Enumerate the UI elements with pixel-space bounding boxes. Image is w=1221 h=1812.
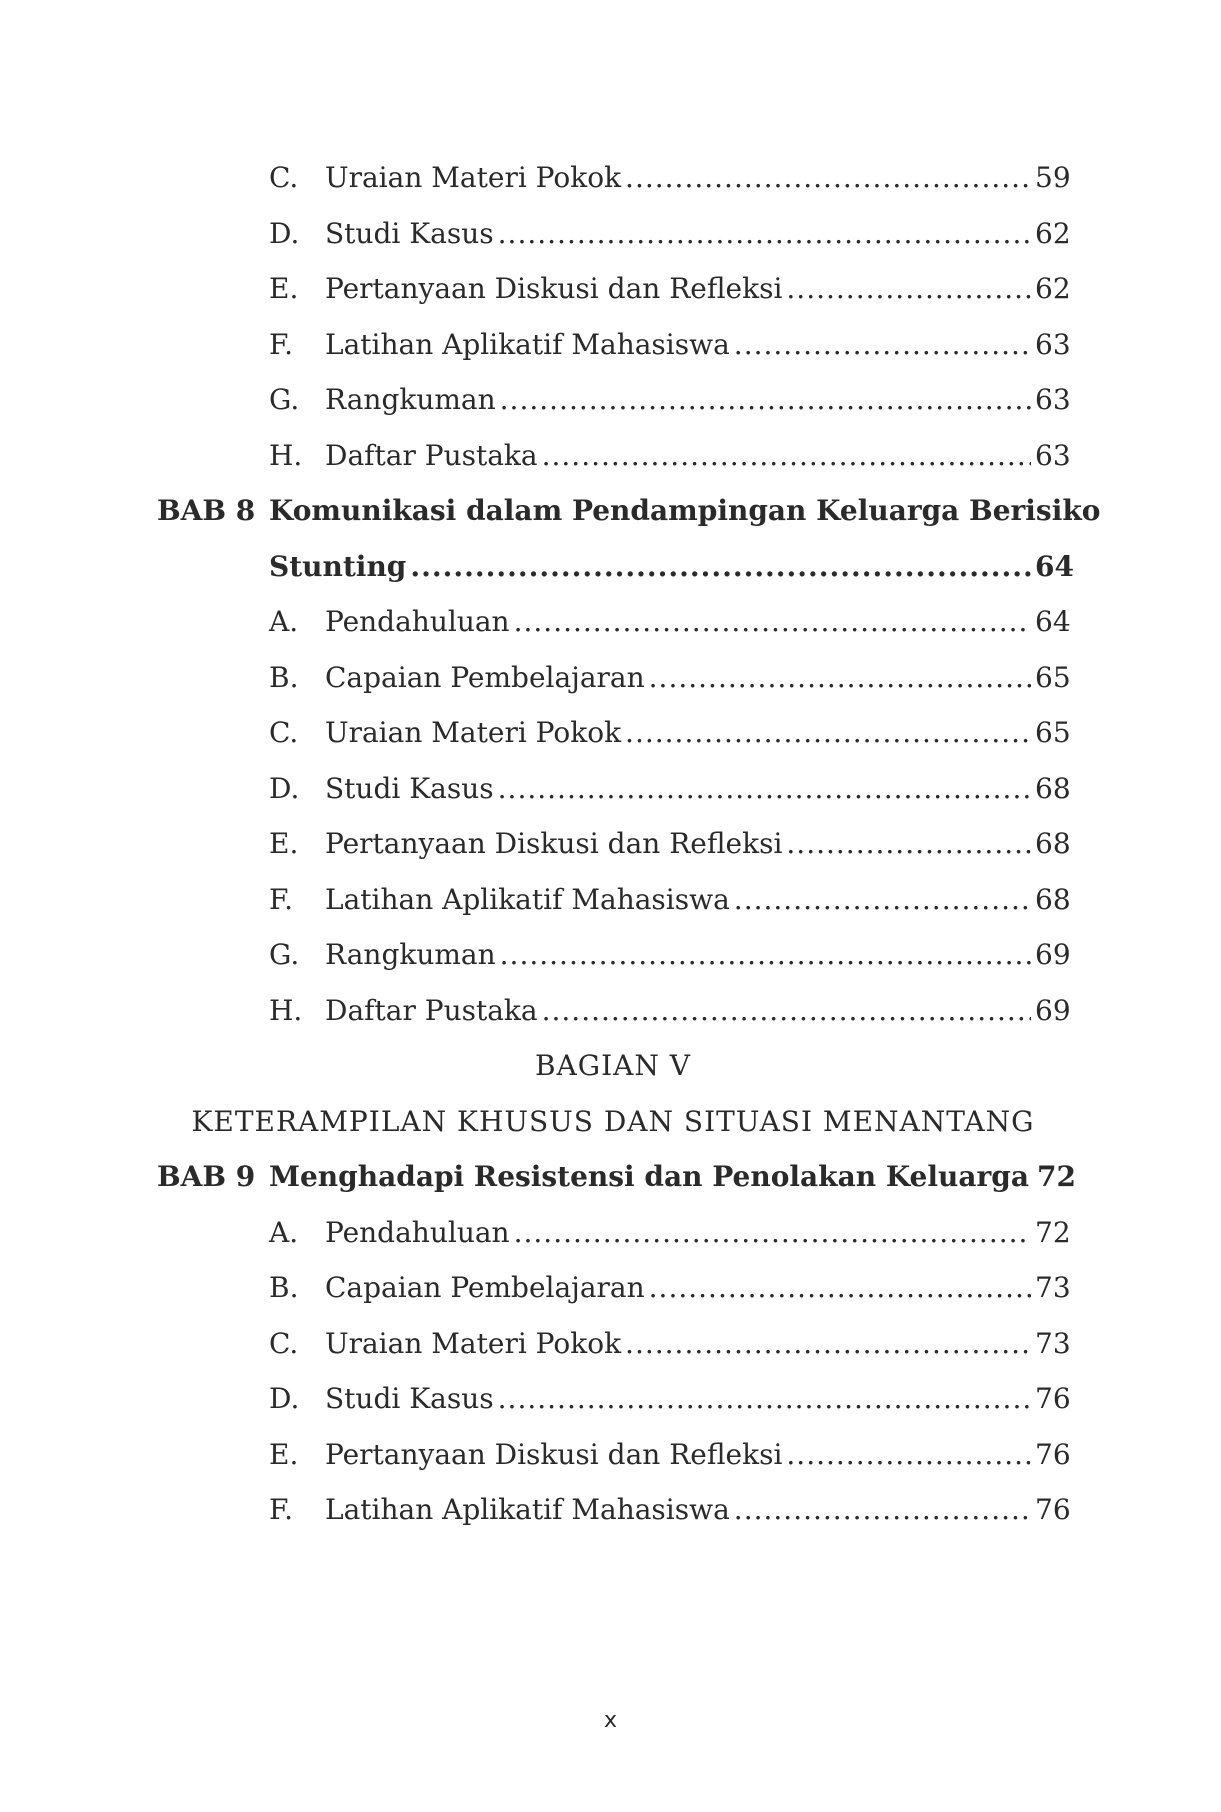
chapter-heading-continued bbox=[157, 539, 1074, 595]
entry-letter: A. bbox=[269, 1215, 299, 1249]
entry-page: 64 bbox=[1035, 605, 1071, 638]
toc-entry bbox=[157, 1316, 1069, 1372]
chapter-label: BAB 9 bbox=[157, 1160, 256, 1193]
entry-title: Latihan Aplikatif Mahasiswa bbox=[325, 882, 730, 916]
entry-letter: C. bbox=[269, 716, 299, 749]
entry-page: 69 bbox=[1035, 993, 1071, 1027]
entry-title: Capaian Pembelajaran bbox=[325, 660, 645, 694]
entry-letter: H. bbox=[269, 993, 303, 1027]
part-heading bbox=[157, 1038, 1069, 1094]
entry-letter: F. bbox=[269, 327, 293, 361]
entry-title: Pertanyaan Diskusi dan Refleksi bbox=[325, 1437, 783, 1471]
chapter-page: 72 bbox=[1036, 1160, 1076, 1193]
entry-page: 76 bbox=[1035, 1382, 1071, 1415]
toc-entry bbox=[157, 927, 1069, 983]
entry-letter: B. bbox=[269, 660, 299, 694]
entry-letter: D. bbox=[269, 771, 300, 805]
part-label: BAGIAN V bbox=[534, 1049, 692, 1082]
entry-title: Uraian Materi Pokok bbox=[325, 1326, 622, 1360]
entry-title: Pendahuluan bbox=[325, 605, 510, 638]
toc-entry bbox=[157, 650, 1069, 706]
entry-letter: C. bbox=[269, 1326, 299, 1360]
entry-page: 73 bbox=[1035, 1271, 1071, 1304]
page-number: x bbox=[603, 1708, 618, 1733]
entry-page: 68 bbox=[1035, 827, 1071, 860]
entry-letter: F. bbox=[269, 1493, 293, 1526]
toc-entry bbox=[157, 428, 1069, 484]
entry-letter: G. bbox=[269, 383, 300, 416]
entry-letter: B. bbox=[269, 1271, 299, 1304]
toc-entry bbox=[157, 816, 1069, 872]
chapter-title: Komunikasi dalam Pendampingan Keluarga Berisiko bbox=[269, 494, 1101, 527]
chapter-title: Menghadapi Resistensi dan Penolakan Keluarga bbox=[269, 1160, 1029, 1193]
entry-letter: D. bbox=[269, 216, 300, 250]
toc-entry bbox=[157, 1260, 1069, 1316]
entry-page: 63 bbox=[1035, 327, 1071, 361]
entry-title: Daftar Pustaka bbox=[325, 438, 538, 472]
entry-letter: A. bbox=[269, 605, 299, 638]
chapter-page: 64 bbox=[1035, 549, 1074, 583]
entry-title: Studi Kasus bbox=[325, 771, 494, 805]
entry-page: 63 bbox=[1035, 383, 1071, 416]
entry-page: 59 bbox=[1035, 161, 1071, 194]
toc-entry bbox=[157, 761, 1069, 817]
table-of-contents bbox=[157, 150, 1101, 1538]
entry-title: Latihan Aplikatif Mahasiswa bbox=[325, 327, 730, 361]
entry-title: Pendahuluan bbox=[325, 1215, 510, 1249]
toc-entry bbox=[157, 206, 1069, 262]
entry-page: 65 bbox=[1035, 716, 1071, 749]
toc-entry bbox=[157, 1371, 1069, 1427]
entry-page: 76 bbox=[1035, 1437, 1071, 1471]
toc-entry bbox=[157, 1482, 1069, 1538]
entry-title: Pertanyaan Diskusi dan Refleksi bbox=[325, 272, 783, 305]
entry-page: 69 bbox=[1035, 938, 1071, 971]
toc-entry bbox=[157, 317, 1069, 373]
entry-letter: C. bbox=[269, 161, 299, 194]
entry-title: Rangkuman bbox=[325, 938, 496, 971]
entry-title: Pertanyaan Diskusi dan Refleksi bbox=[325, 827, 783, 860]
part-title: KETERAMPILAN KHUSUS DAN SITUASI MENANTANG bbox=[191, 1104, 1035, 1138]
chapter-heading bbox=[157, 1149, 1076, 1205]
toc-entry bbox=[157, 1427, 1069, 1483]
entry-title: Latihan Aplikatif Mahasiswa bbox=[325, 1493, 730, 1526]
entry-page: 76 bbox=[1035, 1493, 1071, 1526]
entry-title: Daftar Pustaka bbox=[325, 993, 538, 1027]
entry-page: 65 bbox=[1035, 660, 1071, 694]
entry-page: 62 bbox=[1035, 216, 1071, 250]
entry-title: Uraian Materi Pokok bbox=[325, 716, 622, 749]
toc-entry bbox=[157, 594, 1069, 650]
entry-letter: E. bbox=[269, 272, 299, 305]
entry-page: 72 bbox=[1035, 1215, 1071, 1249]
chapter-heading bbox=[157, 483, 1101, 539]
toc-entry bbox=[157, 1205, 1069, 1261]
entry-page: 73 bbox=[1035, 1326, 1071, 1360]
chapter-label: BAB 8 bbox=[157, 494, 256, 527]
entry-letter: D. bbox=[269, 1382, 300, 1415]
toc-entry bbox=[157, 983, 1069, 1039]
entry-letter: G. bbox=[269, 938, 300, 971]
part-title-row bbox=[157, 1094, 1069, 1150]
toc-entry bbox=[157, 372, 1069, 428]
toc-entry bbox=[157, 150, 1069, 206]
entry-page: 68 bbox=[1035, 771, 1071, 805]
entry-title: Capaian Pembelajaran bbox=[325, 1271, 645, 1304]
entry-letter: H. bbox=[269, 438, 303, 472]
entry-page: 62 bbox=[1035, 272, 1071, 305]
chapter-title-line2: Stunting bbox=[269, 549, 407, 583]
toc-entry bbox=[157, 261, 1069, 317]
entry-title: Studi Kasus bbox=[325, 216, 494, 250]
toc-entry bbox=[157, 705, 1069, 761]
entry-letter: F. bbox=[269, 882, 293, 916]
entry-page: 68 bbox=[1035, 882, 1071, 916]
entry-letter: E. bbox=[269, 827, 299, 860]
entry-letter: E. bbox=[269, 1437, 299, 1471]
entry-title: Rangkuman bbox=[325, 383, 496, 416]
entry-title: Studi Kasus bbox=[325, 1382, 494, 1415]
entry-page: 63 bbox=[1035, 438, 1071, 472]
toc-entry bbox=[157, 872, 1069, 928]
entry-title: Uraian Materi Pokok bbox=[325, 161, 622, 194]
